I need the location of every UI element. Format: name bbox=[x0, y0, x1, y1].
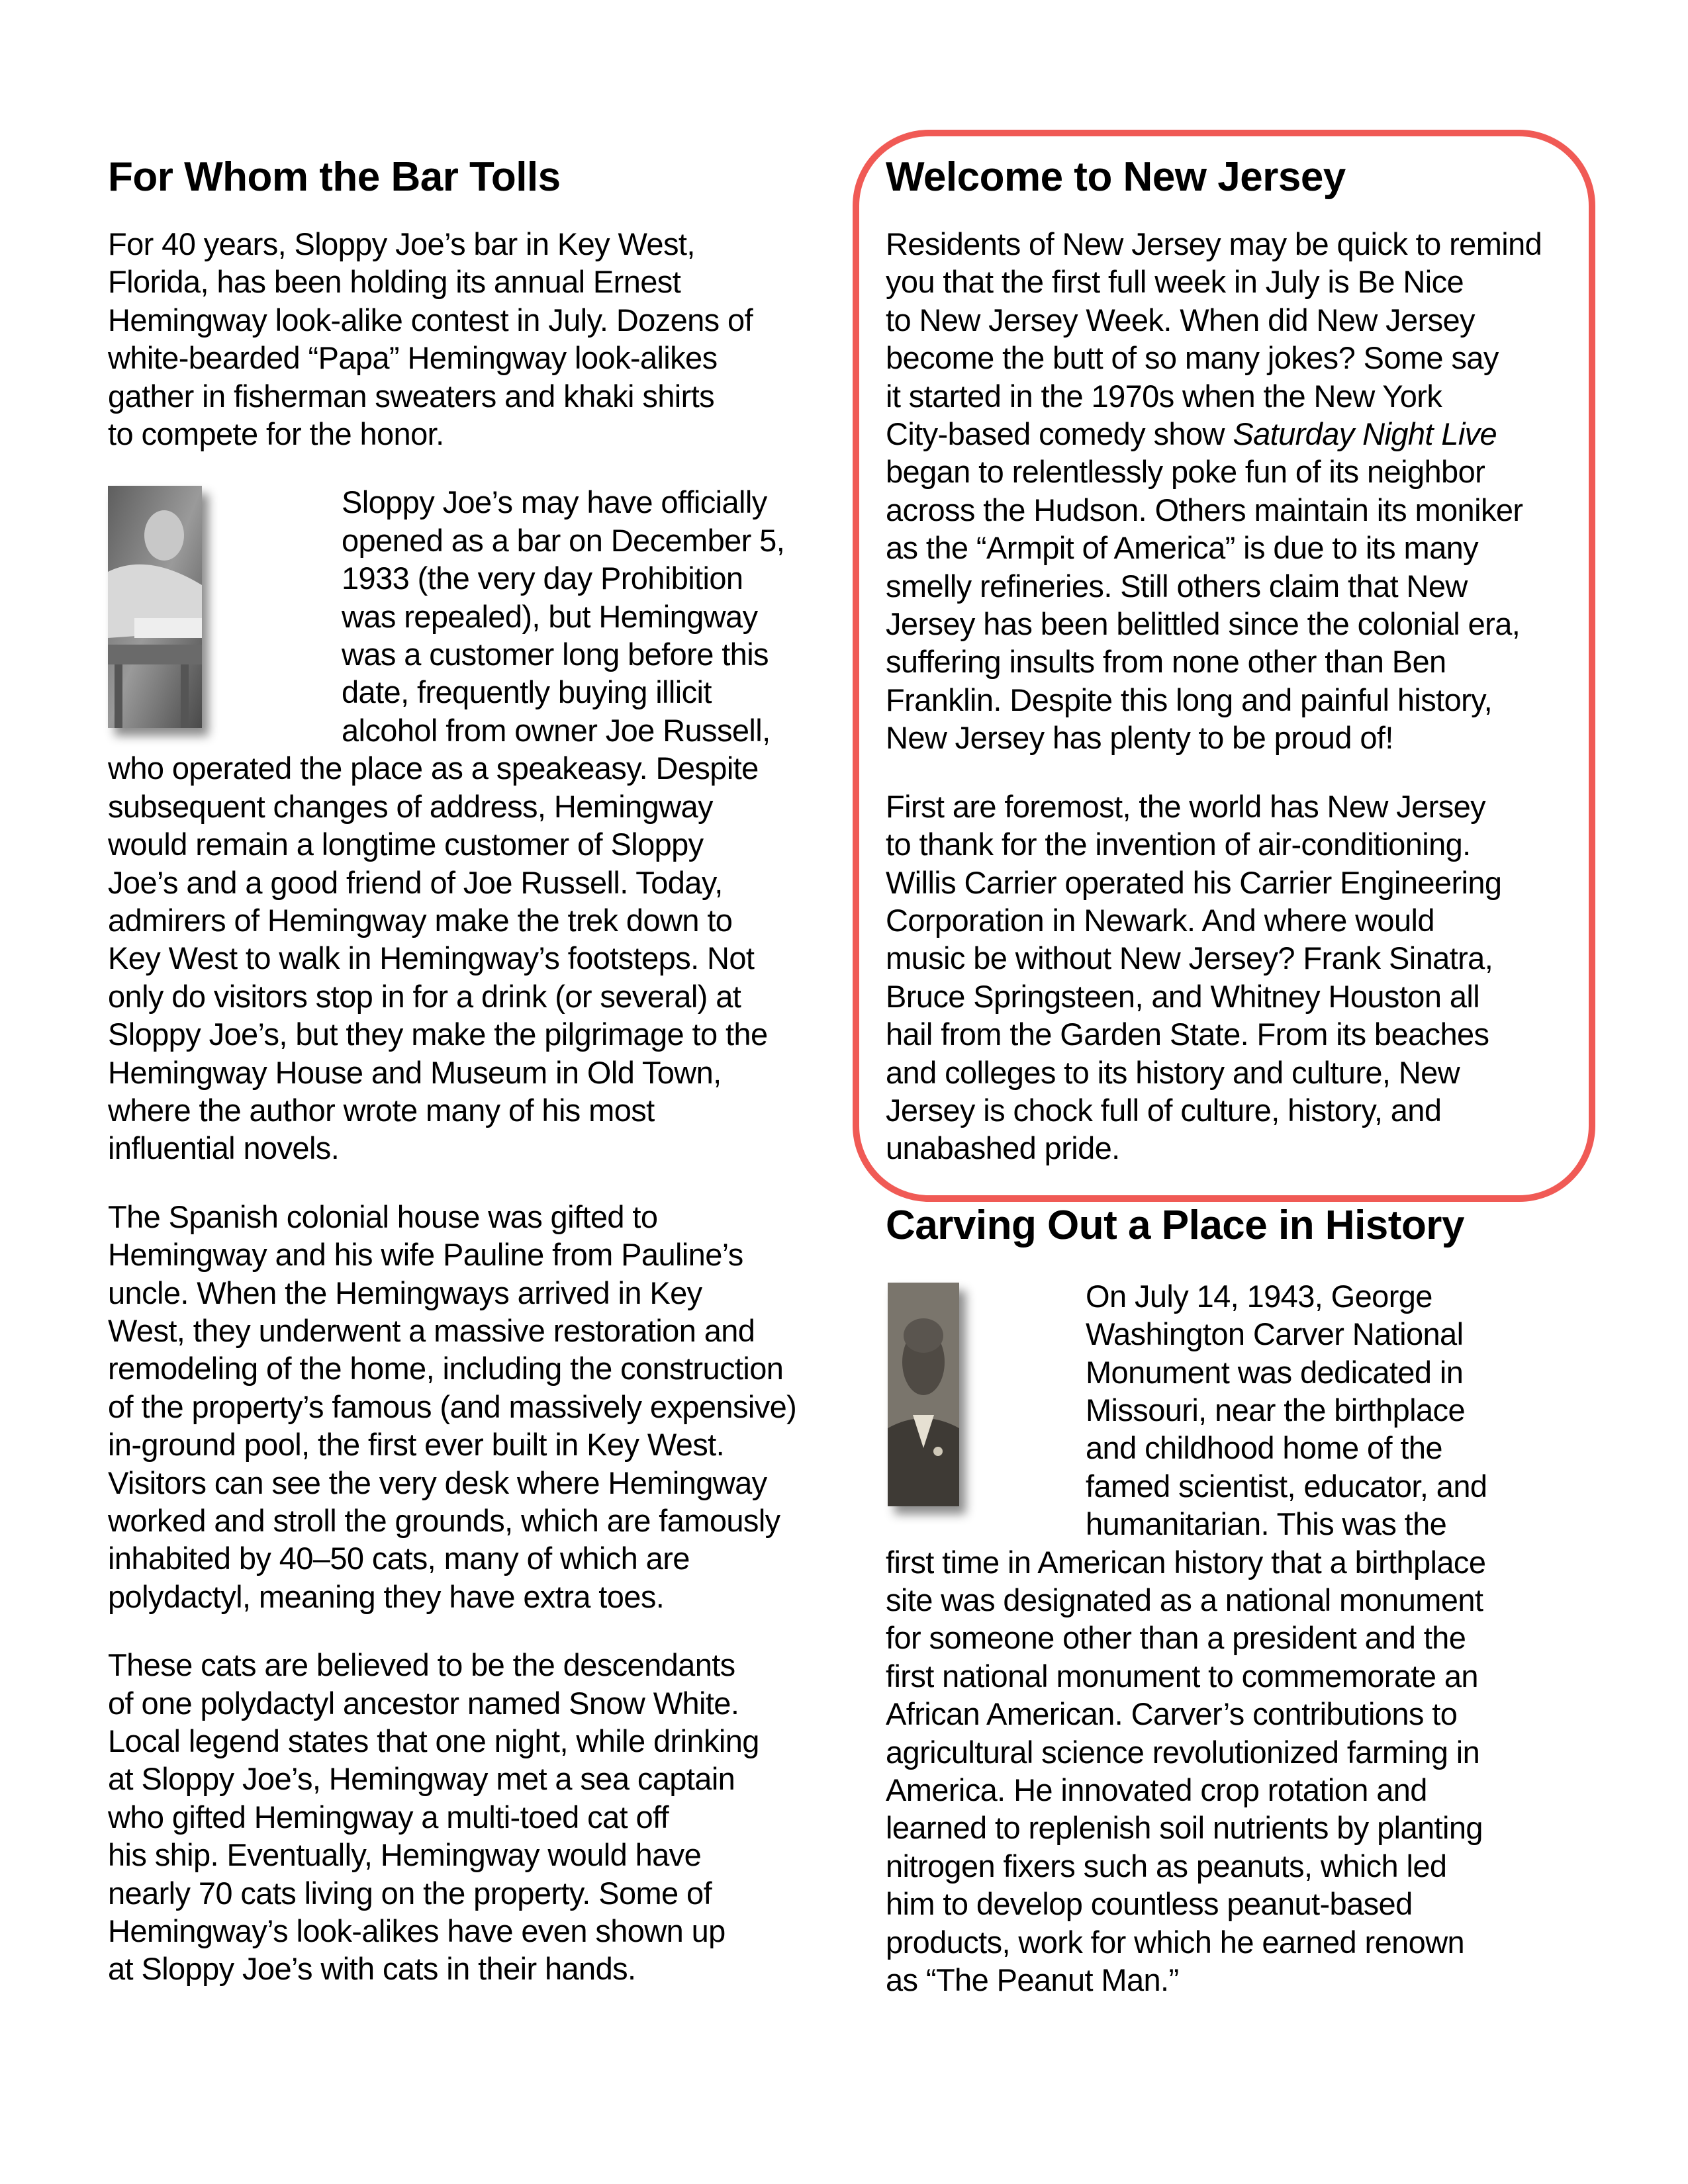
bar-tolls-paragraph-1: For 40 years, Sloppy Joe’s bar in Key West, Florida, has been holding its annual Ernest Hemingway look-alike contest in July. Dozens of white-bearded “Papa” Hemingway look-alikes gather in fisherman sweaters and khaki shirts to compete for the honor. bbox=[108, 226, 753, 452]
bar-tolls-paragraph-3: The Spanish colonial house was gifted to Hemingway and his wife Pauline from Pauline’s uncle. When the Hemingways arrived in Key West, they underwent a massive restoration and remodeling of the home, including the construction of the property’s famous (and massively expensive) in-ground pool, the first ever built in Key West. Visitors can see the very desk where Hemingway worked and stroll the grounds, which are famously inhabited by 40–50 cats, many of which are polydactyl, meaning they have extra toes. bbox=[108, 1199, 797, 1614]
carver-paragraph: first time in American history that a birthplace site was designated as a national monument for someone other than a president and the first national monument to commemorate an African American. Carver’s contributions to agricultural science revolutionized farming in America. He innovated crop rotation and learned to replenish soil nutrients by planting nitrogen fixers such as peanuts, which led him to develop countless peanut-based products, work for which he earned renown as “The Peanut Man.” bbox=[886, 1544, 1486, 1998]
bar-tolls-paragraph-2-block bbox=[108, 483, 829, 1167]
nj-paragraph-1: Residents of New Jersey may be quick to remind you that the first full week in July is Be Nice to New Jersey Week. When did New Jersey become the butt of so many jokes? Some say it started in the 1970s when the New York City-based comedy show Saturday Night Live began to relentlessly poke fun of its neighbor across the Hudson. Others maintain its moniker as the “Armpit of America” is due to its many smelly refineries. Still others claim that New Jersey has been belittled since the colonial era, suffering insults from none other than Ben Franklin. Despite this long and painful history, New Jersey has plenty to be proud of! bbox=[886, 225, 1587, 757]
snl-title: Saturday Night Live bbox=[1233, 416, 1497, 452]
george-washington-carver-portrait-icon bbox=[888, 1283, 959, 1506]
nj-paragraph-2: First are foremost, the world has New Jersey to thank for the invention of air-conditioning. Willis Carrier operated his Carrier Engineering Corporation in Newark. And where would music be without New Jersey? Frank Sinatra, Bruce Springsteen, and Whitney Houston all hail from the Garden State. From its beaches and colleges to its history and culture, New Jersey is chock full of culture, history, and unabashed pride. bbox=[886, 788, 1502, 1166]
bar-tolls-paragraph-2: who operated the place as a speakeasy. Despite subsequent changes of address, Hemingway would remain a longtime customer of Sloppy Joe’s and a good friend of Joe Russell. Today, admirers of Hemingway make the trek down to Key West to walk in Hemingway’s footsteps. Not only do visitors stop in for a drink (or several) at Sloppy Joe’s, but they make the pilgrimage to the Hemingway House and Museum in Old Town, where the author wrote many of his most influential novels. bbox=[108, 751, 768, 1166]
nj-snl-line: City-based comedy show Saturday Night Live bbox=[886, 416, 1497, 452]
article-title-new-jersey: Welcome to New Jersey bbox=[886, 154, 1346, 200]
carver-paragraph-block bbox=[886, 1277, 1587, 1999]
bar-tolls-paragraph-4: These cats are believed to be the descendants of one polydactyl ancestor named Snow White. Local legend states that one night, while drinking at Sloppy Joe’s, Hemingway met a sea captain who gifted Hemingway a multi-toed cat off his ship. Eventually, Hemingway would have nearly 70 cats living on the property. Some of Hemingway’s look-alikes have even shown up at Sloppy Joe’s with cats in their hands. bbox=[108, 1647, 759, 1987]
left-column bbox=[108, 151, 829, 1988]
right-column bbox=[886, 151, 1587, 1999]
article-title-carving: Carving Out a Place in History bbox=[886, 1202, 1464, 1248]
hemingway-writing-photo-icon bbox=[108, 486, 202, 728]
bar-tolls-paragraph-2-wrapped: Sloppy Joe’s may have officially opened as a bar on December 5, 1933 (the very day Prohibition was repealed), but Hemingway was a customer long before this date, frequently buying illicit alcohol from owner Joe Russell, bbox=[342, 484, 785, 748]
carver-paragraph-wrapped: On July 14, 1943, George Washington Carver National Monument was dedicated in Missouri, near the birthplace and childhood home of the famed scientist, educator, and humanitarian. This was the bbox=[1086, 1278, 1487, 1542]
article-title-bar-tolls: For Whom the Bar Tolls bbox=[108, 154, 561, 200]
